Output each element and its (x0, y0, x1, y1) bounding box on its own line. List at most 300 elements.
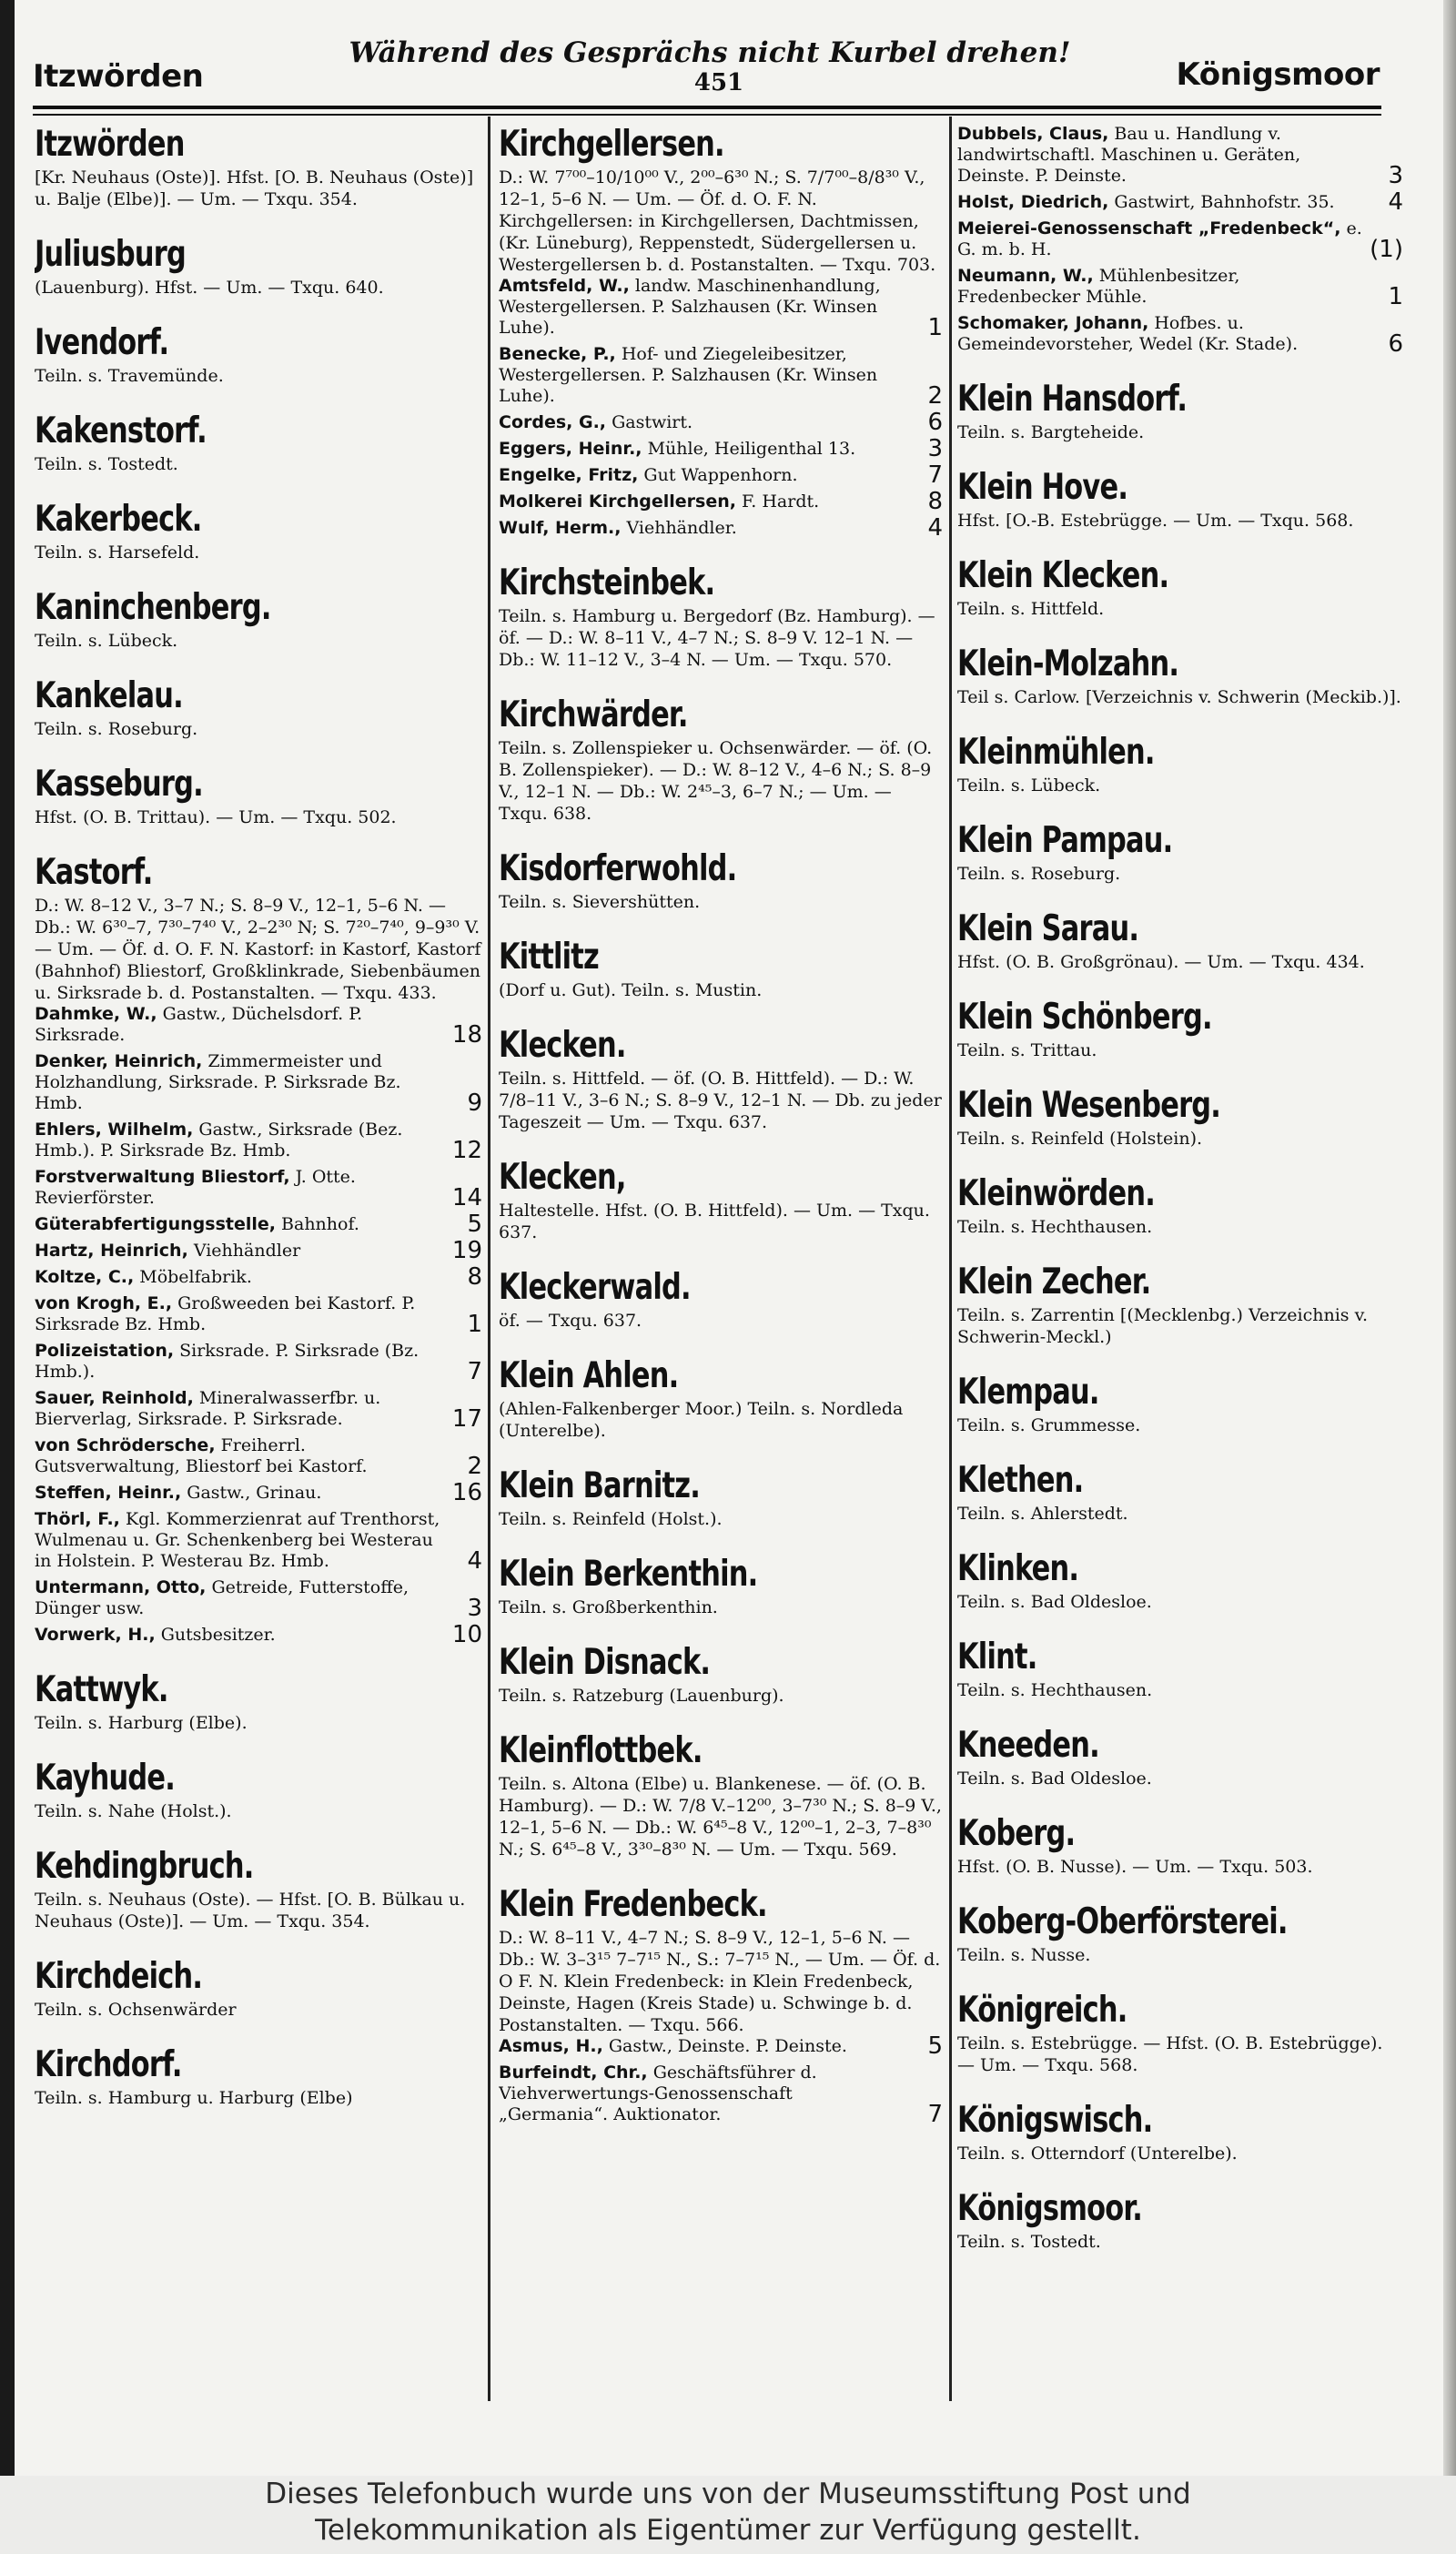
subscriber-name: von Krogh, E., (35, 1293, 173, 1313)
place-entry (499, 848, 943, 913)
place-heading-row (499, 694, 943, 735)
place-heading-row (957, 1990, 1403, 2031)
place-name: Kaninchenberg. (35, 587, 271, 628)
place-entry (499, 562, 943, 671)
place-details: Teil s. Carlow. [Verzeichnis v. Schwerin (Meckib.)]. (957, 687, 1401, 707)
place-entry (957, 1990, 1403, 2076)
place-heading-row (35, 499, 482, 540)
subscriber-row (35, 1435, 482, 1480)
place-entry (35, 764, 482, 828)
place-entry (957, 379, 1403, 443)
header-rule-thick (33, 106, 1381, 109)
place-details: Teiln. s. Ochsenwärder (35, 2000, 237, 2020)
phone-number: 3 (467, 1595, 482, 1622)
place-name: Klethen. (957, 1460, 1084, 1501)
subscriber-details: F. Hardt. (742, 492, 820, 512)
place-entry (35, 587, 482, 652)
place-heading-row (499, 1157, 943, 1198)
place-details: Teiln. s. Zollenspieker u. Ochsenwärder. — öf. (O. B. Zollenspieker). — D.: W. 8–12 V., 4–6 N.; S. 8–9 V., 12–1 N. — Db.: W. 2⁴⁵–3, 6–7 N.; — Um. — Txqu. 638. (499, 738, 933, 824)
phone-number: 5 (927, 2032, 943, 2060)
subscriber-entry (499, 2036, 905, 2057)
subscriber-name: Burfeindt, Chr., (499, 2062, 648, 2083)
place-heading-row (957, 2100, 1403, 2141)
place-entry (499, 1025, 943, 1133)
place-entry (957, 124, 1403, 358)
place-name: Königreich. (957, 1990, 1127, 2031)
place-heading-row (499, 1025, 943, 1066)
place-name: Kleckerwald. (499, 1267, 691, 1308)
subscriber-row (957, 266, 1403, 308)
place-details: Teiln. s. Nahe (Holst.). (35, 1801, 232, 1821)
place-name: Klein Hove. (957, 467, 1128, 508)
subscriber-row (499, 2062, 943, 2128)
subscriber-entry (957, 266, 1365, 308)
subscriber-row (499, 488, 943, 515)
subscriber-row (499, 409, 943, 436)
place-details: Teiln. s. Hamburg u. Harburg (Elbe) (35, 2088, 353, 2108)
subscriber-details: e. G. m. b. H. (957, 218, 1362, 259)
place-entry (957, 1725, 1403, 1789)
phone-number: 16 (451, 1479, 482, 1506)
place-details: D.: W. 8–11 V., 4–7 N.; S. 8–9 V., 12–1, 5–6 N. — Db.: W. 3–3¹⁵ 7–7¹⁵ N., S.: 7–7¹⁵ N., — Um. — Öf. d. O F. N. Klein Fredenbeck: in Klein Fredenbeck, Deinste, Hagen (Kreis Stade) u. Schwinge b. d. Postanstalten. — Txqu. 566. (499, 1928, 941, 2035)
place-entry (35, 499, 482, 563)
subscriber-name: Neumann, W., (957, 266, 1094, 286)
phone-number: 7 (467, 1358, 482, 1385)
subscriber-entry (957, 124, 1365, 187)
subscriber-entry (499, 439, 905, 460)
subscriber-row (35, 1621, 482, 1648)
phone-number: 1 (467, 1311, 482, 1338)
place-heading-row (957, 379, 1403, 420)
place-heading-row (957, 555, 1403, 596)
place-details: Teiln. s. Altona (Elbe) u. Blankenese. — öf. (O. B. Hamburg). — D.: W. 7/8 V.–12⁰⁰, 3–7³⁰ N.; S. 8–9 V., 12–1, 5–6 N. — Db.: W. 6⁴⁵–8 V., 12⁰⁰–1, 2–3, 7–8³⁰ N.; S. 6⁴⁵–8 V., 3³⁰–8³⁰ N. — Um. — Txqu. 569. (499, 1774, 942, 1860)
subscriber-details: Mühlenbesitzer, Fredenbecker Mühle. (957, 266, 1240, 307)
phone-number: 9 (467, 1090, 482, 1117)
subscriber-entry (35, 1214, 444, 1235)
place-heading-row (35, 1758, 482, 1799)
place-heading-row (957, 1173, 1403, 1214)
place-name: Klein-Molzahn. (957, 644, 1179, 684)
subscriber-entry (499, 518, 905, 539)
subscriber-entry (499, 344, 905, 407)
subscriber-details: Sirksrade. P. Sirksrade (Bz. Hmb.). (35, 1341, 420, 1382)
place-details: Teiln. s. Reinfeld (Holstein). (957, 1129, 1203, 1149)
page-header-notice: Während des Gesprächs nicht Kurbel drehen! (349, 36, 1071, 69)
place-details: Teiln. s. Großberkenthin. (499, 1597, 718, 1617)
place-heading-row (957, 1813, 1403, 1854)
place-entry (499, 694, 943, 825)
subscriber-name: Amtsfeld, W., (499, 276, 630, 296)
place-entry (499, 1884, 943, 2128)
running-head-last: Königsmoor (1176, 56, 1380, 93)
subscriber-name: Denker, Heinrich, (35, 1051, 203, 1071)
subscriber-row (35, 1237, 482, 1264)
subscriber-details: Getreide, Futterstoffe, Dünger usw. (35, 1577, 410, 1618)
subscriber-name: Engelke, Fritz, (499, 465, 639, 485)
subscriber-details: Gastw., Sirksrade (Bez. Hmb.). P. Sirksrade Bz. Hmb. (35, 1120, 403, 1160)
scan-edge-left (0, 0, 15, 2476)
place-entry (35, 322, 482, 387)
place-details: Haltestelle. Hfst. (O. B. Hittfeld). — Um. — Txqu. 637. (499, 1201, 930, 1242)
place-details: Teiln. s. Tostedt. (35, 454, 178, 474)
phone-number: 6 (1388, 330, 1403, 358)
place-entry (35, 2044, 482, 2109)
place-name: Klecken. (499, 1025, 626, 1066)
subscriber-details: Gastw., Deinste. P. Deinste. (608, 2036, 847, 2056)
subscriber-details: Hofbes. u. Gemeindevorsteher, Wedel (Kr. Stade). (957, 313, 1299, 354)
phone-number: 7 (927, 461, 943, 489)
subscriber-details: Kgl. Kommerzienrat auf Trenthorst, Wulmenau u. Gr. Schenkenberg bei Westerau in Holstein. P. Westerau Bz. Hmb. (35, 1509, 440, 1571)
subscriber-row (35, 1263, 482, 1291)
place-details: Hfst. (O. B. Trittau). — Um. — Txqu. 502. (35, 807, 397, 827)
subscriber-details: Bahnhof. (281, 1214, 359, 1234)
place-entry (499, 1465, 943, 1530)
place-heading-row (35, 234, 482, 275)
phone-number: 3 (1388, 162, 1403, 189)
place-name: Klein Barnitz. (499, 1465, 700, 1506)
place-entry (957, 467, 1403, 532)
place-heading-row (35, 852, 482, 893)
subscriber-row (35, 1341, 482, 1383)
footer-line-1: Dieses Telefonbuch wurde uns von der Museumsstiftung Post und (265, 2478, 1191, 2510)
subscriber-entry (35, 1577, 444, 1619)
place-heading-row (499, 1730, 943, 1771)
place-details: Teiln. s. Bargteheide. (957, 422, 1145, 442)
subscriber-entry (35, 1483, 444, 1504)
subscriber-details: Gastwirt. (612, 412, 693, 432)
place-entry (499, 1355, 943, 1442)
place-heading-row (957, 1725, 1403, 1766)
place-name: Klint. (957, 1637, 1037, 1677)
place-name: Kirchgellersen. (499, 124, 724, 165)
place-heading-row (499, 562, 943, 603)
place-name: Kirchdorf. (35, 2044, 182, 2085)
place-name: Kittlitz (499, 937, 599, 978)
place-details: Teiln. s. Hittfeld. — öf. (O. B. Hittfeld). — D.: W. 7/8–11 V., 3–6 N.; S. 8–9 V., 12–1 N. — Db. zu jeder Tageszeit — Um. — Txqu. 637. (499, 1069, 942, 1132)
place-entry (35, 410, 482, 475)
place-details: öf. — Txqu. 637. (499, 1311, 642, 1331)
place-details: Teiln. s. Travemünde. (35, 366, 224, 386)
subscriber-entry (35, 1435, 444, 1477)
place-details: Teiln. s. Zarrentin [(Mecklenbg.) Verzeichnis v. Schwerin-Meckl.) (957, 1305, 1369, 1347)
place-heading-row (957, 1901, 1403, 1942)
place-name: Klein Ahlen. (499, 1355, 679, 1396)
subscriber-row (499, 461, 943, 489)
subscriber-entry (957, 313, 1365, 355)
place-heading-row (957, 467, 1403, 508)
place-entry (957, 1901, 1403, 1966)
subscriber-row (35, 1509, 482, 1575)
subscriber-name: Meierei-Genossenschaft „Fredenbeck“, (957, 218, 1341, 238)
subscriber-entry (35, 1120, 444, 1161)
phone-number: 10 (451, 1621, 482, 1648)
place-details: Teiln. s. Hechthausen. (957, 1680, 1153, 1700)
subscriber-name: Molkerei Kirchgellersen, (499, 492, 736, 512)
phone-number: 4 (1388, 188, 1403, 216)
subscriber-name: Dahmke, W., (35, 1004, 157, 1024)
place-name: Kleinmühlen. (957, 732, 1155, 773)
place-name: Kleinflottbek. (499, 1730, 703, 1771)
subscriber-row (35, 1211, 482, 1238)
subscriber-entry (499, 492, 905, 512)
header-rule-thin (33, 114, 1381, 116)
subscriber-details: Gastw., Grinau. (187, 1483, 322, 1503)
place-name: Klein Wesenberg. (957, 1085, 1221, 1126)
place-heading-row (957, 1085, 1403, 1126)
place-details: Teiln. s. Lübeck. (35, 631, 178, 651)
subscriber-row (499, 344, 943, 410)
place-heading-row (957, 644, 1403, 684)
place-name: Kleinwörden. (957, 1173, 1155, 1214)
subscriber-details: Gutsbesitzer. (160, 1625, 276, 1645)
column-2 (499, 124, 943, 2408)
place-heading-row (35, 1846, 482, 1887)
place-details: Teiln. s. Hittfeld. (957, 599, 1105, 619)
place-heading-row (957, 732, 1403, 773)
subscriber-details: Mineralwasserfbr. u. Bierverlag, Sirksrade. P. Sirksrade. (35, 1388, 381, 1429)
place-heading-row (499, 1884, 943, 1925)
place-heading-row (499, 1465, 943, 1506)
place-details: Teiln. s. Roseburg. (957, 864, 1121, 884)
phone-number: 3 (927, 435, 943, 462)
place-entry (499, 1157, 943, 1243)
subscriber-row (35, 1388, 482, 1433)
place-name: Königsmoor. (957, 2188, 1143, 2229)
place-entry (957, 555, 1403, 620)
place-details: D.: W. 8–12 V., 3–7 N.; S. 8–9 V., 12–1, 5–6 N. — Db.: W. 6³⁰–7, 7³⁰–7⁴⁰ V., 2–2³⁰ N; S. 7²⁰–7⁴⁰, 9–9³⁰ V. — Um. — Öf. d. O. F. N. Kastorf: in Kastorf, Kastorf (Bahnhof) Bliestorf, Großklinkrade, Siebenbäumen u. Sirksrade b. d. Postanstalten. — Txqu. 433. (35, 896, 481, 1003)
place-name: Klein Disnack. (499, 1642, 711, 1683)
place-entry (957, 1637, 1403, 1701)
place-name: Kakerbeck. (35, 499, 202, 540)
place-entry (957, 644, 1403, 708)
place-entry (957, 732, 1403, 796)
place-name: Kattwyk. (35, 1669, 168, 1710)
place-name: Klempau. (957, 1372, 1099, 1413)
place-heading-row (35, 675, 482, 716)
place-details: Teiln. s. Hamburg u. Bergedorf (Bz. Hamburg). — öf. — D.: W. 8–11 V., 4–7 N.; S. 8–9 V. 12–1 N. — Db.: W. 11–12 V., 3–4 N. — Um. — Txqu. 570. (499, 606, 935, 670)
subscriber-name: Untermann, Otto, (35, 1577, 207, 1597)
subscriber-row (957, 313, 1403, 358)
place-details: Teiln. s. Bad Oldesloe. (957, 1592, 1152, 1612)
subscriber-entry (499, 2062, 905, 2125)
place-name: Klein Schönberg. (957, 997, 1212, 1038)
phone-number: 2 (927, 382, 943, 410)
place-heading-row (35, 322, 482, 363)
place-heading-row (35, 1669, 482, 1710)
place-details: (Dorf u. Gut). Teiln. s. Mustin. (499, 980, 763, 1000)
subscriber-name: Dubbels, Claus, (957, 124, 1109, 144)
place-details: Hfst. (O. B. Großgrönau). — Um. — Txqu. 434. (957, 952, 1365, 972)
place-entry (499, 1730, 943, 1860)
place-heading-row (957, 1372, 1403, 1413)
place-name: Klein Klecken. (957, 555, 1169, 596)
subscriber-row (35, 1293, 482, 1338)
phone-number: 1 (927, 314, 943, 341)
place-heading-row (499, 1554, 943, 1595)
phone-number: 17 (451, 1405, 482, 1433)
place-heading-row (957, 820, 1403, 861)
subscriber-row (957, 124, 1403, 187)
place-heading-row (499, 848, 943, 889)
subscriber-details: Viehhändler. (626, 518, 737, 538)
place-entry (499, 1554, 943, 1618)
place-name: Kakenstorf. (35, 410, 207, 451)
place-entry (35, 1846, 482, 1932)
place-name: Koberg-Oberförsterei. (957, 1901, 1288, 1942)
place-name: Kasseburg. (35, 764, 203, 805)
phone-number: 4 (467, 1547, 482, 1575)
subscriber-row (499, 435, 943, 462)
place-name: Klein Zecher. (957, 1262, 1151, 1302)
subscriber-name: Eggers, Heinr., (499, 439, 642, 459)
place-name: Kehdingbruch. (35, 1846, 254, 1887)
place-name: Ivendorf. (35, 322, 169, 363)
place-heading-row (957, 1460, 1403, 1501)
subscriber-details: Zimmermeister und Holzhandlung, Sirksrade. P. Sirksrade Bz. Hmb. (35, 1051, 401, 1113)
subscriber-name: Vorwerk, H., (35, 1625, 156, 1645)
place-heading-row (499, 124, 943, 165)
place-name: Klein Hansdorf. (957, 379, 1188, 420)
place-details: (Ahlen-Falkenberger Moor.) Teiln. s. Nordleda (Unterelbe). (499, 1399, 904, 1441)
subscriber-name: Koltze, C., (35, 1267, 135, 1287)
place-entry (499, 937, 943, 1001)
subscriber-entry (35, 1388, 444, 1430)
place-heading-row (957, 908, 1403, 949)
subscriber-row (35, 1004, 482, 1049)
place-name: Koberg. (957, 1813, 1076, 1854)
place-entry (957, 1173, 1403, 1238)
place-entry (957, 1372, 1403, 1436)
subscriber-name: Steffen, Heinr., (35, 1483, 182, 1503)
place-name: Juliusburg (35, 234, 187, 275)
place-name: Klein Fredenbeck. (499, 1884, 767, 1925)
place-heading-row (35, 764, 482, 805)
subscriber-entry (35, 1241, 444, 1262)
place-heading-row (499, 1642, 943, 1683)
running-head-first: Itzwörden (33, 58, 204, 95)
subscriber-row (35, 1120, 482, 1164)
place-name: Königswisch. (957, 2100, 1153, 2141)
subscriber-name: Wulf, Herm., (499, 518, 622, 538)
place-name: Kayhude. (35, 1758, 176, 1799)
subscriber-details: landw. Maschinenhandlung, Westergellersen. P. Salzhausen (Kr. Winsen Luhe). (499, 276, 881, 338)
place-heading-row (35, 410, 482, 451)
subscriber-row (499, 2032, 943, 2060)
subscriber-details: Gut Wappenhorn. (643, 465, 798, 485)
column-divider (488, 117, 490, 2401)
footer-line-2: Telekommunikation als Eigentümer zur Verfügung gestellt. (315, 2514, 1141, 2547)
place-entry (35, 1956, 482, 2021)
place-name: Klinken. (957, 1548, 1079, 1589)
place-entry (35, 675, 482, 740)
subscriber-details: Freiherrl. Gutsverwaltung, Bliestorf bei Kastorf. (35, 1435, 368, 1476)
place-heading-row (957, 2188, 1403, 2229)
subscriber-entry (35, 1509, 444, 1572)
place-details: Teiln. s. Sievershütten. (499, 892, 701, 912)
place-entry (957, 1813, 1403, 1878)
subscriber-details: Viehhändler (193, 1241, 301, 1261)
subscriber-name: Cordes, G., (499, 412, 607, 432)
place-entry (35, 234, 482, 299)
place-entry (35, 124, 482, 210)
place-entry (957, 2100, 1403, 2164)
subscriber-name: Güterabfertigungsstelle, (35, 1214, 276, 1234)
subscriber-entry (35, 1004, 444, 1046)
place-heading-row (35, 1956, 482, 1997)
place-details: Teiln. s. Nusse. (957, 1945, 1091, 1965)
subscriber-name: Hartz, Heinrich, (35, 1241, 188, 1261)
subscriber-row (35, 1577, 482, 1622)
place-entry (957, 1460, 1403, 1525)
subscriber-details: Gastw., Düchelsdorf. P. Sirksrade. (35, 1004, 363, 1045)
subscriber-entry (35, 1293, 444, 1335)
place-details: Teiln. s. Neuhaus (Oste). — Hfst. [O. B. Bülkau u. Neuhaus (Oste)]. — Um. — Txqu. 354. (35, 1890, 466, 1931)
place-entry (35, 852, 482, 1646)
place-name: Klein Berkenthin. (499, 1554, 758, 1595)
phone-number: 4 (927, 514, 943, 542)
phone-number: (1) (1370, 236, 1403, 263)
subscriber-row (957, 218, 1403, 263)
place-details: Teiln. s. Roseburg. (35, 719, 198, 739)
subscriber-details: Gastwirt, Bahnhofstr. 35. (1114, 192, 1335, 212)
subscriber-entry (499, 465, 905, 486)
place-details: Teiln. s. Bad Oldesloe. (957, 1769, 1152, 1789)
column-divider (949, 117, 952, 2401)
subscriber-name: Sauer, Reinhold, (35, 1388, 194, 1408)
place-name: Kankelau. (35, 675, 183, 716)
phone-number: 8 (927, 488, 943, 515)
column-1 (35, 124, 482, 2408)
place-heading-row (957, 1637, 1403, 1677)
page-number: 451 (693, 69, 744, 96)
place-heading-row (957, 1262, 1403, 1302)
subscriber-details: Geschäftsführer d. Viehverwertungs-Genossenschaft „Germania“. Auktionator. (499, 2062, 817, 2124)
place-entry (957, 997, 1403, 1061)
place-entry (957, 1262, 1403, 1348)
subscriber-name: Forstverwaltung Bliestorf, (35, 1167, 290, 1187)
place-entry (35, 1669, 482, 1734)
place-details: Teiln. s. Tostedt. (957, 2232, 1101, 2252)
place-name: Kirchsteinbek. (499, 562, 715, 603)
place-name: Klein Sarau. (957, 908, 1139, 949)
subscriber-details: Hof- und Ziegeleibesitzer, Westergellersen. P. Salzhausen (Kr. Winsen Luhe). (499, 344, 878, 406)
place-details: (Lauenburg). Hfst. — Um. — Txqu. 640. (35, 278, 384, 298)
subscriber-row (35, 1479, 482, 1506)
subscriber-row (35, 1167, 482, 1209)
subscriber-row (499, 514, 943, 542)
place-entry (35, 1758, 482, 1822)
subscriber-entry (35, 1625, 444, 1646)
place-heading-row (35, 587, 482, 628)
subscriber-row (957, 188, 1403, 216)
phone-number: 5 (467, 1211, 482, 1238)
phone-number: 2 (467, 1453, 482, 1480)
place-details: Teiln. s. Harburg (Elbe). (35, 1713, 248, 1733)
place-name: Klecken, (499, 1157, 626, 1198)
place-entry (499, 124, 943, 542)
place-name: Itzwörden (35, 124, 185, 165)
place-details: Teiln. s. Trittau. (957, 1040, 1097, 1060)
phone-number: 18 (451, 1021, 482, 1049)
place-details: [Kr. Neuhaus (Oste)]. Hfst. [O. B. Neuhaus (Oste)] u. Balje (Elbe)]. — Um. — Txqu. 354. (35, 167, 474, 209)
place-details: Teiln. s. Lübeck. (957, 775, 1101, 796)
place-entry (957, 1548, 1403, 1613)
subscriber-name: Asmus, H., (499, 2036, 603, 2056)
subscriber-details: Mühle, Heiligenthal 13. (647, 439, 856, 459)
phone-number: 14 (451, 1184, 482, 1211)
subscriber-entry (35, 1341, 444, 1383)
place-details: Teiln. s. Grummesse. (957, 1415, 1141, 1435)
